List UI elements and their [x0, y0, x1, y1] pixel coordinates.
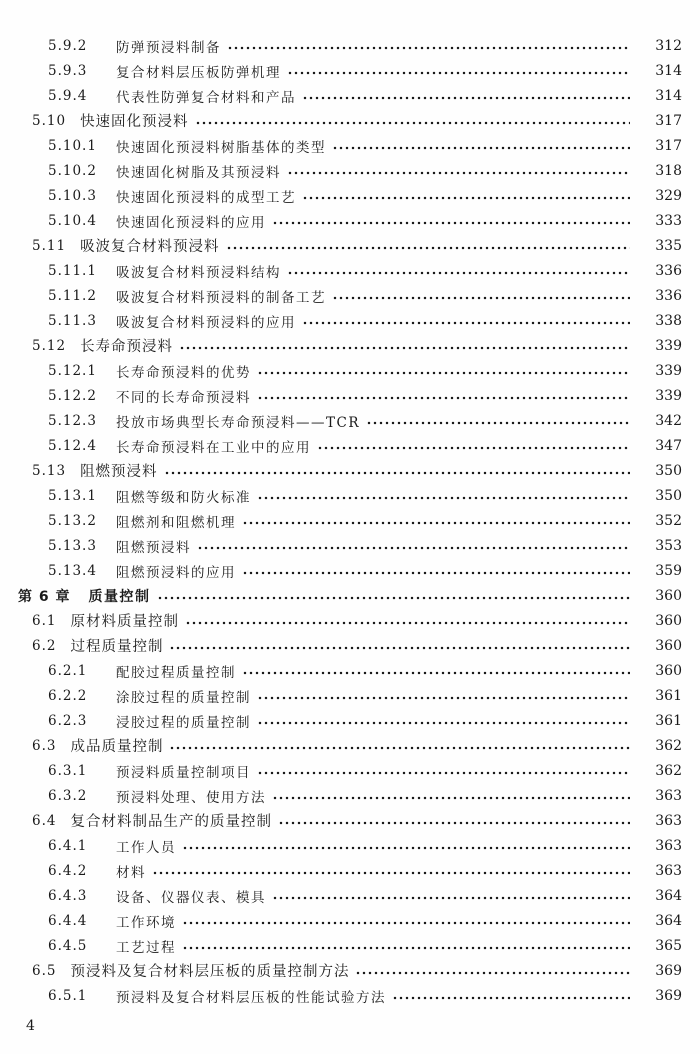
- toc-entry-title: 预浸料质量控制项目: [116, 764, 251, 781]
- toc-subsection-entry: [0, 208, 700, 233]
- toc-entry-page: 312: [655, 37, 682, 54]
- toc-entry-number: 5.13.1: [48, 487, 97, 504]
- table-of-contents: [0, 33, 700, 1008]
- toc-section-entry: [0, 958, 700, 983]
- dot-leader: [257, 758, 630, 783]
- toc-entry-title: 阻燃预浸料: [80, 464, 158, 480]
- toc-subsection-entry: [0, 883, 700, 908]
- toc-entry-title: 工作人员: [116, 839, 176, 856]
- toc-entry-title: 复合材料层压板防弹机理: [116, 64, 281, 81]
- toc-entry-title: 浸胶过程的质量控制: [116, 714, 251, 731]
- toc-entry-title: 长寿命预浸料的优势: [116, 364, 251, 381]
- toc-entry-number: 6.4.3: [48, 887, 88, 904]
- dot-leader: [366, 408, 630, 433]
- dot-leader: [195, 108, 630, 133]
- toc-entry-title: 代表性防弹复合材料和产品: [116, 89, 296, 106]
- toc-section-entry: [0, 733, 700, 758]
- toc-entry-page: 350: [655, 462, 682, 479]
- toc-entry-title: 不同的长寿命预浸料: [116, 389, 251, 406]
- toc-entry-number: 6.5: [32, 962, 57, 979]
- toc-entry-page: 359: [655, 562, 682, 579]
- toc-entry-title: 设备、仪器仪表、模具: [116, 889, 266, 906]
- toc-entry-page: 364: [655, 912, 682, 929]
- toc-entry-page: 361: [655, 712, 682, 729]
- dot-leader: [302, 308, 630, 333]
- dot-leader: [227, 33, 630, 58]
- toc-subsection-entry: [0, 158, 700, 183]
- toc-entry-number: 6.4.2: [48, 862, 88, 879]
- toc-entry-page: 333: [655, 212, 682, 229]
- toc-entry-number: 5.11.3: [48, 312, 97, 329]
- toc-entry-number: 6.2.1: [48, 662, 88, 679]
- dot-leader: [392, 983, 630, 1008]
- toc-entry-title: 阻燃预浸料的应用: [116, 564, 236, 581]
- toc-subsection-entry: [0, 683, 700, 708]
- toc-entry-title: 快速固化预浸料: [80, 114, 189, 130]
- toc-entry-page: 335: [655, 237, 682, 254]
- toc-entry-number: 6.4.1: [48, 837, 88, 854]
- toc-entry-page: 365: [655, 937, 682, 954]
- toc-entry-title: 快速固化预浸料树脂基体的类型: [116, 139, 326, 156]
- dot-leader: [278, 808, 630, 833]
- toc-entry-title: 快速固化树脂及其预浸料: [116, 164, 281, 181]
- toc-entry-page: 347: [655, 437, 682, 454]
- toc-entry-page: 314: [655, 87, 682, 104]
- toc-subsection-entry: [0, 783, 700, 808]
- toc-entry-number: 6.3.2: [48, 787, 88, 804]
- toc-entry-page: 360: [655, 662, 682, 679]
- page-number: 4: [26, 1018, 35, 1034]
- toc-entry-number: 5.12.1: [48, 362, 97, 379]
- toc-entry-page: 336: [655, 287, 682, 304]
- toc-entry-number: 5.13.2: [48, 512, 97, 529]
- dot-leader: [257, 683, 630, 708]
- dot-leader: [185, 608, 630, 633]
- toc-section-entry: [0, 458, 700, 483]
- toc-subsection-entry: [0, 508, 700, 533]
- toc-section-entry: [0, 808, 700, 833]
- toc-entry-page: 369: [655, 987, 682, 1004]
- dot-leader: [152, 858, 630, 883]
- toc-entry-page: 317: [655, 137, 682, 154]
- toc-subsection-entry: [0, 283, 700, 308]
- toc-entry-title: 阻燃剂和阻燃机理: [116, 514, 236, 531]
- dot-leader: [272, 883, 630, 908]
- toc-subsection-entry: [0, 858, 700, 883]
- toc-entry-number: 第 6 章: [18, 588, 71, 605]
- toc-section-entry: [0, 108, 700, 133]
- toc-entry-title: 质量控制: [88, 588, 151, 605]
- toc-entry-number: 5.12: [32, 337, 67, 354]
- toc-entry-title: 复合材料制品生产的质量控制: [70, 814, 272, 830]
- toc-entry-number: 5.9.4: [48, 87, 88, 104]
- toc-subsection-entry: [0, 433, 700, 458]
- toc-subsection-entry: [0, 758, 700, 783]
- toc-subsection-entry: [0, 983, 700, 1008]
- dot-leader: [332, 283, 630, 308]
- dot-leader: [164, 458, 630, 483]
- toc-entry-number: 6.1: [32, 612, 57, 629]
- dot-leader: [272, 208, 630, 233]
- dot-leader: [272, 783, 630, 808]
- toc-subsection-entry: [0, 83, 700, 108]
- toc-entry-number: 6.4: [32, 812, 57, 829]
- toc-subsection-entry: [0, 558, 700, 583]
- toc-entry-page: 339: [655, 362, 682, 379]
- toc-entry-title: 配胶过程质量控制: [116, 664, 236, 681]
- toc-section-entry: [0, 333, 700, 358]
- toc-entry-title: 过程质量控制: [70, 639, 164, 655]
- dot-leader: [242, 508, 630, 533]
- toc-entry-page: 369: [655, 962, 682, 979]
- toc-subsection-entry: [0, 58, 700, 83]
- dot-leader: [197, 533, 630, 558]
- toc-subsection-entry: [0, 183, 700, 208]
- dot-leader: [332, 133, 630, 158]
- toc-entry-page: 350: [655, 487, 682, 504]
- toc-entry-number: 5.9.3: [48, 62, 88, 79]
- toc-subsection-entry: [0, 258, 700, 283]
- toc-entry-number: 6.4.5: [48, 937, 88, 954]
- toc-subsection-entry: [0, 383, 700, 408]
- toc-entry-title: 阻燃等级和防火标准: [116, 489, 251, 506]
- toc-entry-page: 329: [655, 187, 682, 204]
- toc-entry-title: 预浸料及复合材料层压板的质量控制方法: [70, 964, 350, 980]
- toc-subsection-entry: [0, 483, 700, 508]
- toc-section-entry: [0, 633, 700, 658]
- toc-entry-number: 5.11.2: [48, 287, 97, 304]
- toc-entry-page: 363: [655, 837, 682, 854]
- dot-leader: [226, 233, 630, 258]
- dot-leader: [287, 58, 630, 83]
- toc-entry-page: 364: [655, 887, 682, 904]
- toc-subsection-entry: [0, 833, 700, 858]
- toc-entry-title: 工作环境: [116, 914, 176, 931]
- toc-entry-page: 318: [655, 162, 682, 179]
- toc-entry-number: 5.10.3: [48, 187, 97, 204]
- dot-leader: [257, 358, 630, 383]
- toc-entry-title: 工艺过程: [116, 939, 176, 956]
- toc-entry-page: 317: [655, 112, 682, 129]
- toc-entry-page: 353: [655, 537, 682, 554]
- toc-entry-number: 6.4.4: [48, 912, 88, 929]
- toc-entry-number: 6.3.1: [48, 762, 88, 779]
- toc-entry-title: 吸波复合材料预浸料: [80, 239, 220, 255]
- dot-leader: [169, 733, 630, 758]
- toc-entry-page: 362: [655, 762, 682, 779]
- toc-entry-number: 5.10.2: [48, 162, 97, 179]
- toc-entry-number: 5.11.1: [48, 262, 97, 279]
- dot-leader: [317, 433, 630, 458]
- toc-entry-page: 363: [655, 812, 682, 829]
- dot-leader: [169, 633, 630, 658]
- toc-entry-page: 314: [655, 62, 682, 79]
- toc-entry-number: 6.2.2: [48, 687, 88, 704]
- toc-entry-number: 6.5.1: [48, 987, 88, 1004]
- toc-entry-title: 吸波复合材料预浸料的制备工艺: [116, 289, 326, 306]
- dot-leader: [302, 83, 630, 108]
- dot-leader: [287, 158, 630, 183]
- dot-leader: [179, 333, 630, 358]
- toc-entry-number: 5.10.4: [48, 212, 97, 229]
- toc-entry-page: 360: [655, 587, 682, 604]
- toc-entry-title: 预浸料处理、使用方法: [116, 789, 266, 806]
- toc-entry-number: 5.11: [32, 237, 67, 254]
- dot-leader: [355, 958, 630, 983]
- toc-entry-title: 快速固化预浸料的成型工艺: [116, 189, 296, 206]
- toc-subsection-entry: [0, 133, 700, 158]
- toc-entry-number: 6.2.3: [48, 712, 88, 729]
- toc-entry-page: 362: [655, 737, 682, 754]
- toc-entry-number: 5.12.3: [48, 412, 97, 429]
- toc-subsection-entry: [0, 358, 700, 383]
- toc-subsection-entry: [0, 708, 700, 733]
- dot-leader: [302, 183, 630, 208]
- toc-entry-number: 5.12.4: [48, 437, 97, 454]
- toc-subsection-entry: [0, 658, 700, 683]
- toc-section-entry: [0, 233, 700, 258]
- toc-entry-title: 预浸料及复合材料层压板的性能试验方法: [116, 989, 386, 1006]
- toc-subsection-entry: [0, 33, 700, 58]
- toc-entry-page: 361: [655, 687, 682, 704]
- toc-entry-title: 吸波复合材料预浸料结构: [116, 264, 281, 281]
- toc-entry-number: 5.10: [32, 112, 67, 129]
- toc-entry-number: 5.13.3: [48, 537, 97, 554]
- dot-leader: [157, 583, 631, 608]
- toc-entry-number: 5.12.2: [48, 387, 97, 404]
- toc-entry-title: 防弹预浸料制备: [116, 39, 221, 56]
- toc-entry-title: 吸波复合材料预浸料的应用: [116, 314, 296, 331]
- toc-entry-page: 352: [655, 512, 682, 529]
- dot-leader: [182, 833, 630, 858]
- toc-subsection-entry: [0, 408, 700, 433]
- toc-subsection-entry: [0, 533, 700, 558]
- dot-leader: [242, 558, 630, 583]
- dot-leader: [257, 708, 630, 733]
- dot-leader: [242, 658, 630, 683]
- dot-leader: [182, 908, 630, 933]
- toc-entry-page: 339: [655, 337, 682, 354]
- toc-entry-title: 材料: [116, 864, 146, 881]
- dot-leader: [182, 933, 630, 958]
- toc-entry-page: 339: [655, 387, 682, 404]
- toc-entry-page: 363: [655, 862, 682, 879]
- toc-chapter-entry: [0, 583, 700, 608]
- toc-entry-title: 长寿命预浸料: [80, 339, 174, 355]
- dot-leader: [257, 383, 630, 408]
- dot-leader: [287, 258, 630, 283]
- toc-entry-number: 5.9.2: [48, 37, 88, 54]
- dot-leader: [257, 483, 630, 508]
- toc-entry-title: 阻燃预浸料: [116, 539, 191, 556]
- toc-entry-number: 5.13.4: [48, 562, 97, 579]
- toc-entry-title: 成品质量控制: [70, 739, 164, 755]
- toc-entry-page: 336: [655, 262, 682, 279]
- toc-entry-page: 360: [655, 637, 682, 654]
- toc-entry-page: 363: [655, 787, 682, 804]
- toc-subsection-entry: [0, 908, 700, 933]
- toc-entry-title: 长寿命预浸料在工业中的应用: [116, 439, 311, 456]
- toc-subsection-entry: [0, 933, 700, 958]
- toc-entry-number: 5.13: [32, 462, 67, 479]
- toc-entry-page: 338: [655, 312, 682, 329]
- toc-entry-page: 360: [655, 612, 682, 629]
- toc-subsection-entry: [0, 308, 700, 333]
- toc-entry-page: 342: [655, 412, 682, 429]
- toc-entry-title: 快速固化预浸料的应用: [116, 214, 266, 231]
- toc-entry-title: 涂胶过程的质量控制: [116, 689, 251, 706]
- toc-entry-number: 6.3: [32, 737, 57, 754]
- toc-entry-title: 投放市场典型长寿命预浸料——TCR: [116, 414, 360, 431]
- toc-entry-title: 原材料质量控制: [70, 614, 179, 630]
- toc-entry-number: 5.10.1: [48, 137, 97, 154]
- toc-section-entry: [0, 608, 700, 633]
- toc-entry-number: 6.2: [32, 637, 57, 654]
